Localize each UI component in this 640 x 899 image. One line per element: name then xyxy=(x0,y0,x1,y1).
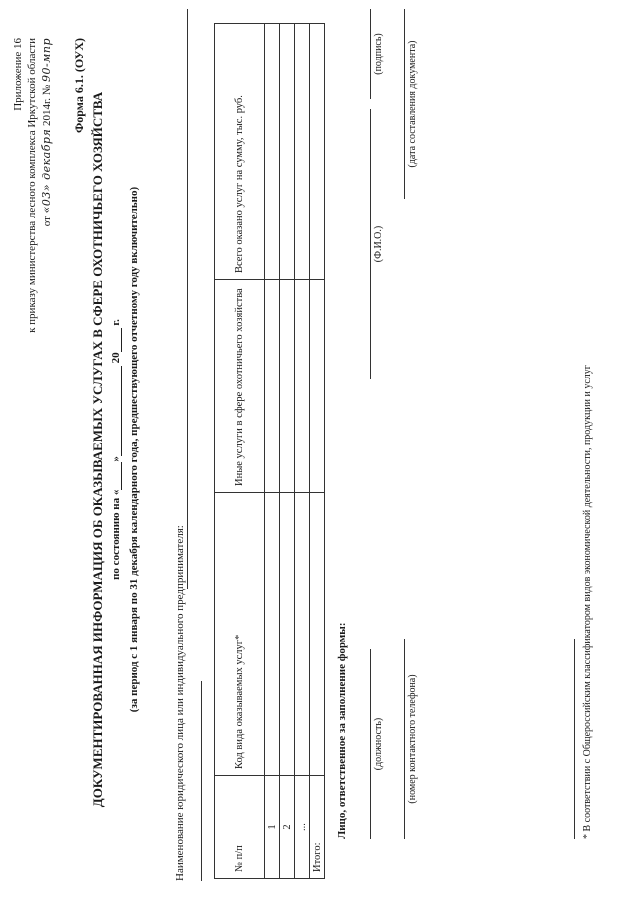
org-name-line xyxy=(187,9,188,589)
table-cell xyxy=(295,493,310,776)
document-title: ДОКУМЕНТИРОВАННАЯ ИНФОРМАЦИЯ ОБ ОКАЗЫВАЕМЫХ УСЛУГАХ В СФЕРЕ ОХОТНИЧЬЕГО ХОЗЯЙСТВА xyxy=(90,91,105,808)
name-line xyxy=(370,109,371,379)
table-row xyxy=(295,24,310,879)
date-line xyxy=(404,9,405,199)
table-cell xyxy=(280,493,295,776)
appendix-from: от xyxy=(41,216,53,227)
year-blank xyxy=(110,328,122,352)
appendix-line-2: к приказу министерства лесного комплекса Иркутской области xyxy=(26,38,38,333)
footnote-separator xyxy=(574,639,575,839)
name-caption: (Ф.И.О.) xyxy=(373,225,384,263)
org-name-line-2 xyxy=(201,681,202,881)
table-cell: ... xyxy=(295,776,310,879)
header-service-code: Код вида оказываемых услуг* xyxy=(215,493,265,776)
appendix-year: 2014г. № xyxy=(41,84,53,126)
position-caption: (должность) xyxy=(373,717,384,771)
table-cell xyxy=(295,24,310,280)
table-cell xyxy=(265,280,280,493)
table-cell: 1 xyxy=(265,776,280,879)
phone-line xyxy=(404,639,405,839)
table-cell xyxy=(295,280,310,493)
handwritten-date: «03» декабря xyxy=(40,128,53,214)
table-row-total xyxy=(310,24,325,879)
as-of-suffix: г. xyxy=(110,319,122,326)
services-table xyxy=(214,23,325,879)
month-blank xyxy=(110,366,122,456)
phone-caption: (номер контактного телефона) xyxy=(407,674,418,804)
table-row xyxy=(280,24,295,879)
responsible-label: Лицо, ответственное за заполнение формы: xyxy=(336,622,348,839)
table-cell xyxy=(280,280,295,493)
appendix-line-1: Приложение 16 xyxy=(12,38,24,111)
table-cell xyxy=(265,24,280,280)
form-label: Форма 6.1. (ОУХ) xyxy=(72,38,86,134)
as-of-line xyxy=(110,0,122,899)
signature-caption: (подпись) xyxy=(373,33,384,75)
table-cell xyxy=(310,493,325,776)
org-label: Наименование юридического лица или индивидуального предпринимателя: xyxy=(174,525,186,881)
table-cell: 2 xyxy=(280,776,295,879)
period-line: (за период с 1 января по 31 декабря календарного года, предшествующего отчетному году включительно) xyxy=(128,186,140,713)
table-header-row xyxy=(215,24,265,879)
header-other-services: Иные услуги в сфере охотничьего хозяйства xyxy=(215,280,265,493)
header-total-amount: Всего оказано услуг на сумму, тыс. руб. xyxy=(215,24,265,280)
handwritten-number: 90-мпр xyxy=(40,38,53,82)
header-number: № п/п xyxy=(215,776,265,879)
year-prefix: 20 xyxy=(110,352,122,364)
signature-line xyxy=(370,9,371,99)
table-cell xyxy=(310,280,325,493)
as-of-prefix: по состоянию на « xyxy=(110,489,122,580)
appendix-line-3 xyxy=(40,38,54,226)
table-cell: Итого: xyxy=(310,776,325,879)
position-line xyxy=(370,649,371,839)
footnote: * В соответствии с Общероссийским классификатором видов экономической деятельности, продукции и услуг xyxy=(582,365,593,839)
table-row xyxy=(265,24,280,879)
table-cell xyxy=(310,24,325,280)
day-blank xyxy=(110,462,122,490)
date-caption: (дата составления документа) xyxy=(407,40,418,168)
table-cell xyxy=(280,24,295,280)
as-of-mid: » xyxy=(110,456,122,462)
table-cell xyxy=(265,493,280,776)
